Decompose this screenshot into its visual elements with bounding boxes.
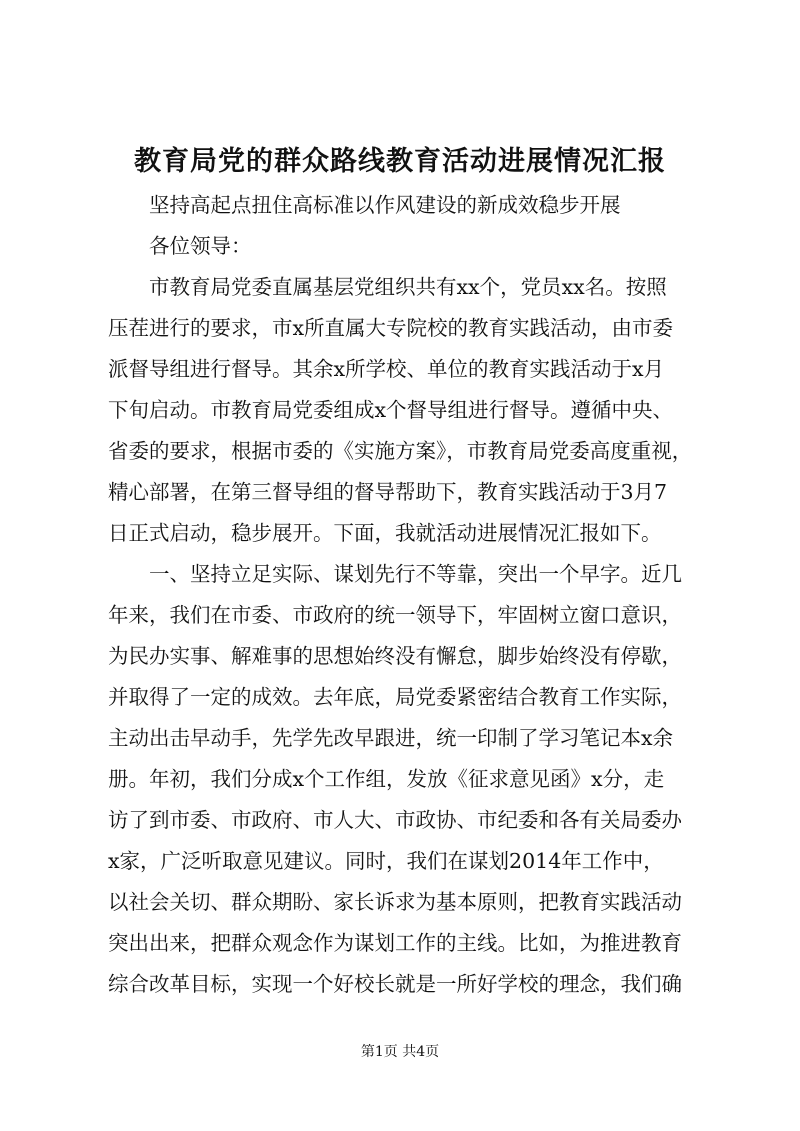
body-line: 综合改革目标，实现一个好校长就是一所好学校的理念，我们确 [108,972,682,996]
body-line: 为民办实事、解难事的思想始终没有懈怠，脚步始终没有停歇， [108,644,682,668]
document-subtitle: 坚持高起点扭住高标准以作风建设的新成效稳步开展 [149,193,621,217]
body-line: 册。年初，我们分成x个工作组，发放《征求意见函》x分，走 [108,767,665,791]
body-line: 压茬进行的要求，市x所直属大专院校的教育实践活动，由市委 [108,316,674,340]
body-line: 主动出击早动手，先学先改早跟进，统一印制了学习笔记本x余 [108,726,674,750]
body-line: 精心部署，在第三督导组的督导帮助下，教育实践活动于3月7 [108,480,668,504]
body-line: 以社会关切、群众期盼、家长诉求为基本原则，把教育实践活动 [108,890,682,914]
body-line: 一、坚持立足实际、谋划先行不等靠，突出一个早字。近几 [149,562,682,586]
page-indicator: 第1页 共4页 [360,1044,440,1060]
body-line: 访了到市委、市政府、市人大、市政协、市纪委和各有关局委办 [108,808,682,832]
body-line: 日正式启动，稳步展开。下面，我就活动进展情况汇报如下。 [108,521,662,545]
document-title: 教育局党的群众路线教育活动进展情况汇报 [134,146,666,177]
body-line: 省委的要求，根据市委的《实施方案》，市教育局党委高度重视， [108,439,693,463]
body-line: 突出出来，把群众观念作为谋划工作的主线。比如，为推进教育 [108,931,682,955]
body-line: 年来，我们在市委、市政府的统一领导下，牢固树立窗口意识， [108,603,682,627]
body-line: 并取得了一定的成效。去年底，局党委紧密结合教育工作实际， [108,685,682,709]
body-line: 派督导组进行督导。其余x所学校、单位的教育实践活动于x月 [108,357,665,381]
salutation: 各位领导： [149,234,252,258]
body-line: x家，广泛听取意见建议。同时，我们在谋划2014年工作中， [108,849,664,873]
body-line: 市教育局党委直属基层党组织共有xx个，党员xx名。按照 [149,275,667,299]
body-line: 下旬启动。市教育局党委组成x个督导组进行督导。遵循中央、 [108,398,674,422]
